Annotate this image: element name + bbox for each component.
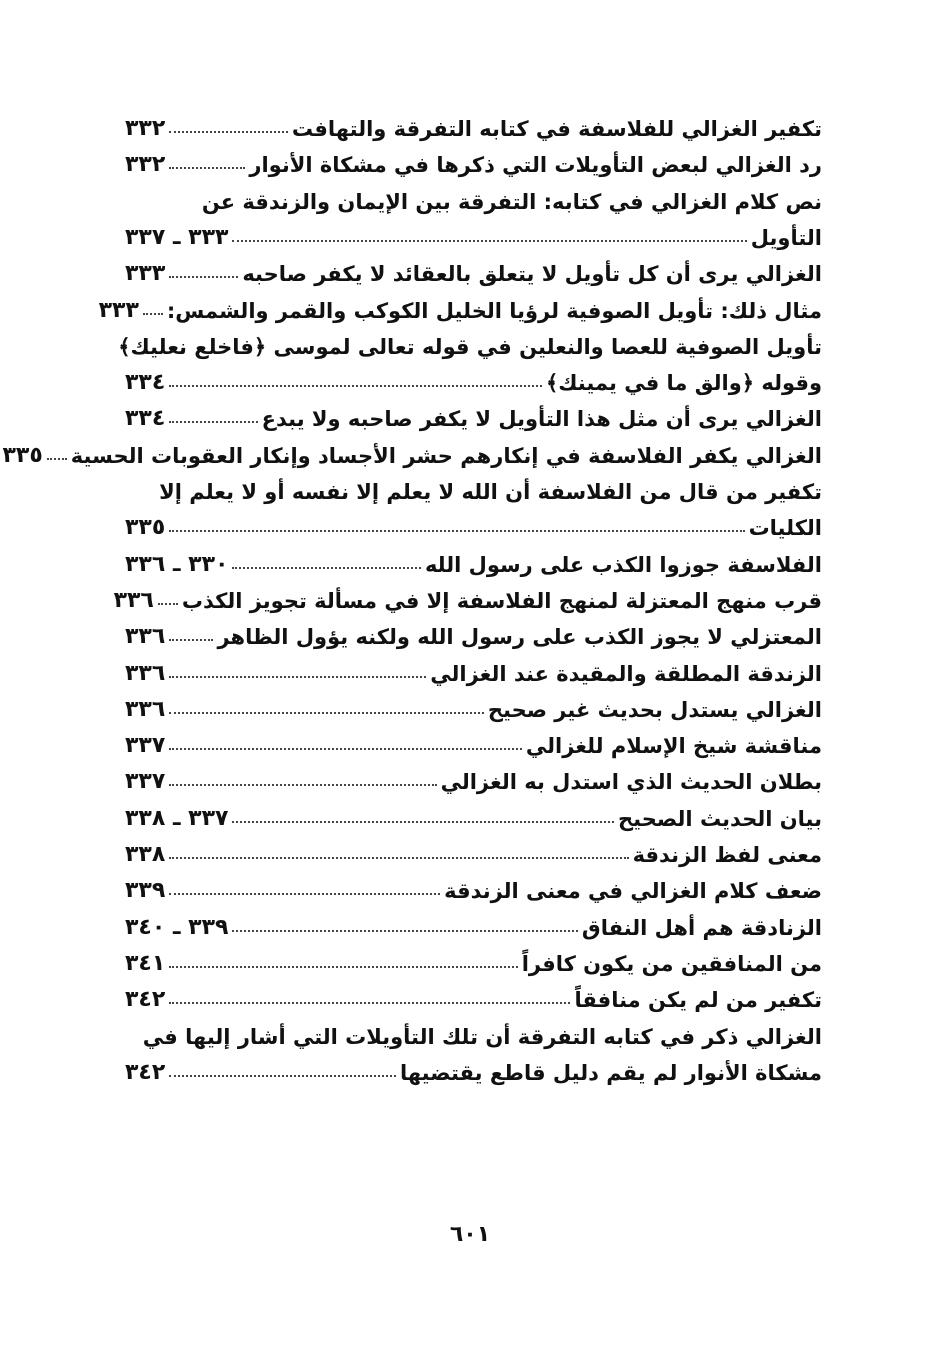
toc-entry[interactable] xyxy=(125,612,822,648)
leader-dots xyxy=(232,567,421,569)
toc-entry-title: بطلان الحديث الذي استدل به الغزالي xyxy=(440,770,822,795)
toc-entry[interactable] xyxy=(125,540,822,576)
toc-entry[interactable] xyxy=(125,757,822,793)
toc-entry-line: تأويل الصوفية للعصا والنعلين في قوله تعالى لموسى ﴿فاخلع نعليك﴾ xyxy=(118,334,822,359)
leader-dots xyxy=(169,385,542,387)
leader-dots xyxy=(169,421,257,423)
toc-entry-page: ٣٣٢ xyxy=(125,152,166,178)
toc-entry-page: ٣٣٧ xyxy=(125,733,166,759)
toc-entry[interactable] xyxy=(125,104,822,140)
toc-entry-page: ٣٤١ xyxy=(125,950,166,976)
toc-entry[interactable] xyxy=(125,866,822,902)
toc-entry-title: الزنادقة هم أهل النفاق xyxy=(581,915,822,940)
toc-entry[interactable] xyxy=(125,213,822,249)
toc-entry-page: ٣٣٠ ـ ٣٣٦ xyxy=(125,551,229,577)
leader-dots xyxy=(169,748,522,750)
leader-dots xyxy=(169,639,213,641)
toc-entry-title: رد الغزالي لبعض التأويلات التي ذكرها في مشكاة الأنوار xyxy=(249,153,822,178)
leader-dots xyxy=(169,784,436,786)
toc-entry-title: مناقشة شيخ الإسلام للغزالي xyxy=(525,734,822,759)
toc-entry-line: الغزالي ذكر في كتابه التفرقة أن تلك التأويلات التي أشار إليها في xyxy=(142,1024,822,1049)
leader-dots xyxy=(169,276,238,278)
toc-entry[interactable] xyxy=(125,649,822,685)
toc-entry-title: مشكاة الأنوار لم يقم دليل قاطع يقتضيها xyxy=(399,1060,822,1085)
toc-entry-page: ٣٣٦ xyxy=(125,624,166,650)
toc-entry-page: ٣٣٦ xyxy=(113,587,154,613)
toc-entry[interactable] xyxy=(125,903,822,939)
toc-entry-title: تكفير من لم يكن منافقاً xyxy=(574,988,822,1013)
toc-entry-title: ضعف كلام الغزالي في معنى الزندقة xyxy=(444,879,822,904)
toc-entry-title: الغزالي يرى أن مثل هذا التأويل لا يكفر صاحبه ولا يبدع xyxy=(261,407,822,432)
toc-entry-title: تكفير الغزالي للفلاسفة في كتابه التفرقة والتهافت xyxy=(291,117,822,141)
toc-entry-page: ٣٣٩ ـ ٣٤٠ xyxy=(125,914,229,940)
toc-entry-page: ٣٣٣ ـ ٣٣٧ xyxy=(125,224,229,250)
toc-entry-page: ٣٣٣ xyxy=(98,297,139,323)
toc-entry-title: وقوله ﴿والق ما في يمينك﴾ xyxy=(545,371,822,396)
leader-dots xyxy=(169,712,484,714)
toc-entry-title: من المنافقين من يكون كافراً xyxy=(521,951,822,976)
leader-dots xyxy=(169,530,744,532)
toc-entry[interactable] xyxy=(125,685,822,721)
leader-dots xyxy=(169,167,245,169)
toc-entry-page: ٣٣٧ xyxy=(125,769,166,795)
toc-entry-page: ٣٣٦ xyxy=(125,660,166,686)
toc-entry[interactable] xyxy=(98,286,822,323)
toc-entry[interactable] xyxy=(2,431,822,468)
toc-entry[interactable] xyxy=(125,249,822,285)
toc-entry-page: ٣٣٤ xyxy=(125,370,166,396)
leader-dots xyxy=(169,131,288,133)
leader-dots xyxy=(47,458,67,460)
leader-dots xyxy=(143,313,163,315)
toc-entry-title: قرب منهج المعتزلة لمنهج الفلاسفة إلا في مسألة تجويز الكذب xyxy=(181,588,822,613)
toc-entry[interactable] xyxy=(125,394,822,430)
leader-dots xyxy=(169,893,440,895)
leader-dots xyxy=(232,821,614,823)
leader-dots xyxy=(232,930,577,932)
toc-entry-page: ٣٣٣ xyxy=(125,261,166,287)
toc-entry-page: ٣٣٥ xyxy=(2,442,43,468)
toc-entry[interactable] xyxy=(125,721,822,757)
toc-entry-page: ٣٣٥ xyxy=(125,515,166,541)
toc-entry-page: ٣٣٢ xyxy=(125,116,166,141)
toc-entry-page: ٣٣٩ xyxy=(125,878,166,904)
toc-entry-title: بيان الحديث الصحيح xyxy=(618,806,822,831)
toc-entry-page: ٣٤٢ xyxy=(125,987,166,1013)
toc-entry[interactable] xyxy=(113,576,822,613)
toc-entry-title: معنى لفظ الزندقة xyxy=(632,843,822,867)
toc-entry-page: ٣٣٤ xyxy=(125,406,166,432)
toc-entry-page: ٣٣٦ xyxy=(125,696,166,722)
toc-entry-title: الغزالي يكفر الفلاسفة في إنكارهم حشر الأجساد وإنكار العقوبات الحسية xyxy=(70,443,822,468)
leader-dots xyxy=(169,1075,396,1077)
toc-entry[interactable] xyxy=(125,1048,822,1084)
toc-entry-page: ٣٣٨ xyxy=(125,842,166,867)
toc-entry-title: الكليات xyxy=(748,516,822,541)
toc-entry[interactable] xyxy=(125,503,822,539)
toc-entry-title: الغزالي يستدل بحديث غير صحيح xyxy=(487,697,822,722)
toc-entry-line: تكفير من قال من الفلاسفة أن الله لا يعلم إلا نفسه أو لا يعلم إلا xyxy=(159,480,822,504)
leader-dots xyxy=(169,966,517,968)
toc-entry[interactable] xyxy=(125,794,822,830)
leader-dots xyxy=(169,1002,570,1004)
toc-entry[interactable] xyxy=(125,975,822,1011)
toc-entry-line: نص كلام الغزالي في كتابه: التفرقة بين الإيمان والزندقة عن xyxy=(201,189,822,214)
toc-entry[interactable] xyxy=(125,939,822,975)
toc-entry-page: ٣٤٢ xyxy=(125,1059,166,1085)
toc-entry[interactable] xyxy=(125,358,822,394)
toc-entry-title: الفلاسفة جوزوا الكذب على رسول الله xyxy=(424,552,822,577)
page-number: ٦٠١ xyxy=(449,1222,491,1247)
leader-dots xyxy=(169,857,628,859)
toc-entry[interactable] xyxy=(125,830,822,866)
toc-entry[interactable] xyxy=(125,140,822,176)
toc-entry-title: الزندقة المطلقة والمقيدة عند الغزالي xyxy=(430,661,822,686)
leader-dots xyxy=(232,240,746,242)
toc-entry-title: التأويل xyxy=(750,225,822,250)
toc-entry-title: مثال ذلك: تأويل الصوفية لرؤيا الخليل الكوكب والقمر والشمس: xyxy=(166,298,822,323)
leader-dots xyxy=(158,603,178,605)
toc-entry-title: المعتزلي لا يجوز الكذب على رسول الله ولكنه يؤول الظاهر xyxy=(217,625,822,650)
toc-entry-title: الغزالي يرى أن كل تأويل لا يتعلق بالعقائد لا يكفر صاحبه xyxy=(242,262,822,287)
toc-entry-page: ٣٣٧ ـ ٣٣٨ xyxy=(125,805,229,831)
leader-dots xyxy=(169,676,426,678)
